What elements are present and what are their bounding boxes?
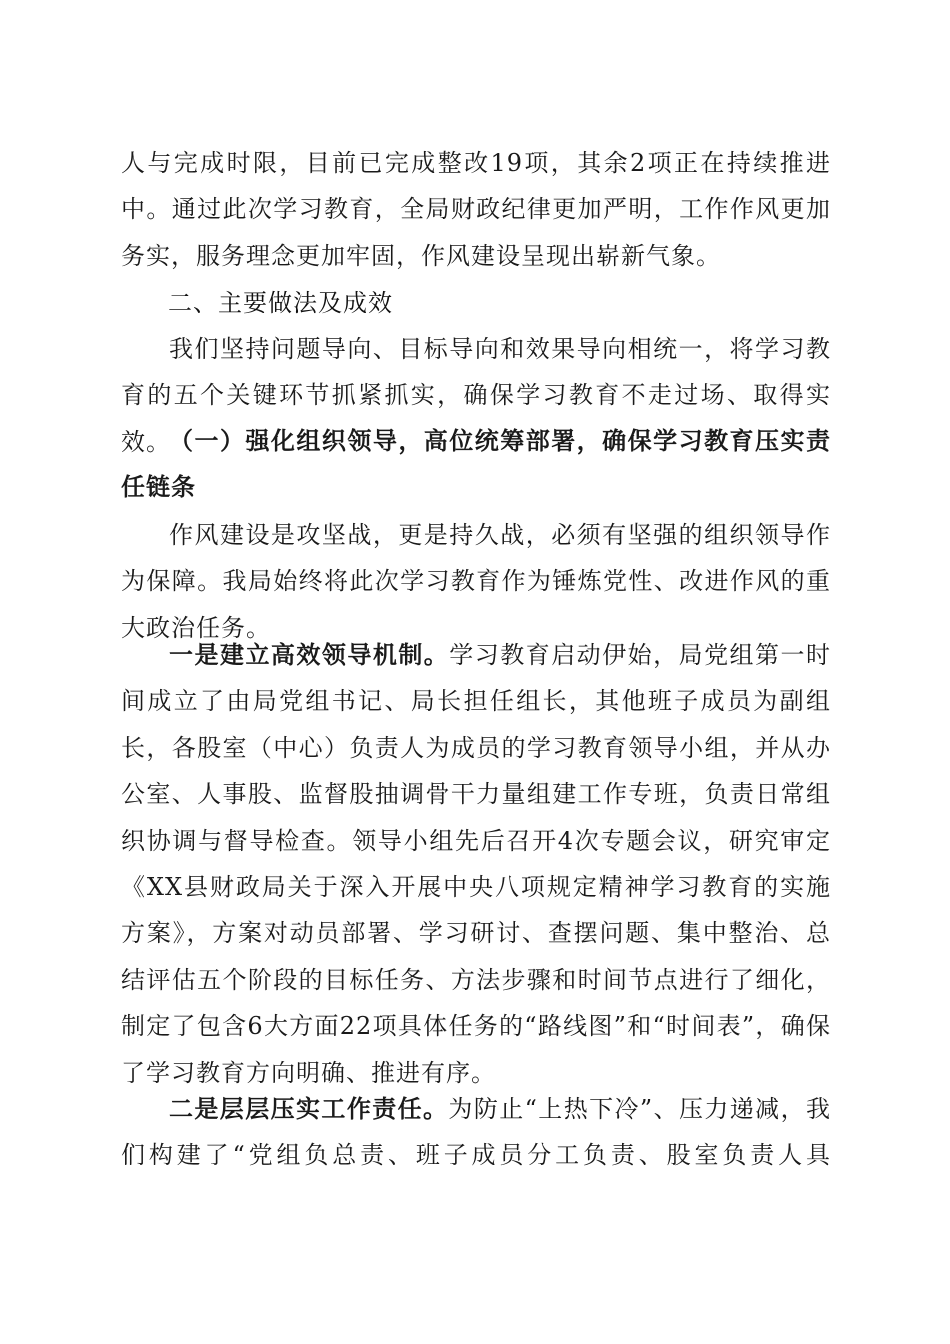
paragraph-sub1: 作风建设是攻坚战，更是持久战，必须有坚强的组织领导作为保障。我局始终将此次学习教育作为锤炼党性、改进作风的重大政治任务。 <box>121 521 831 642</box>
point1-body: 学习教育启动伊始，局党组第一时间成立了由局党组书记、局长担任组长，其他班子成员为副组长，各股室（中心）负责人为成员的学习教育领导小组，并从办公室、人事股、监督股抽调骨干力量组建工作专班，负责日常组织协调与督导检查。领导小组先后召开4次专题会议，研究审定《XX县财政局关于深入开展中央八项规定精神学习教育的实施方案》，方案对动员部署、学习研讨、查摆问题、集中整治、总结评估五个阶段的目标任务、方法步骤和时间节点进行了细化，制定了包含6大方面22项具体任务的“路线图”和“时间表”，确保了学习教育方向明确、推进有序。 <box>121 641 832 1087</box>
paragraph-continued: 人与完成时限，目前已完成整改19项，其余2项正在持续推进中。通过此次学习教育，全局财政纪律更加严明，工作作风更加务实，服务理念更加牢固，作风建设呈现出崭新气象。 <box>121 149 831 270</box>
subheading-1: （一）强化组织领导，高位统筹部署，确保学习教育压实责任链条 <box>121 426 831 502</box>
paragraph-point1 <box>121 632 831 1096</box>
point1-lead: 一是建立高效领导机制。 <box>169 640 450 669</box>
point2-body: 为防止“上热下冷”、压力递减，我们构建了“党组负总责、班子成员分工负责、股室负责人具 <box>121 1095 831 1170</box>
paragraph-intro: 我们坚持问题导向、目标导向和效果导向相统一，将学习教育的五个关键环节抓紧抓实，确保学习教育不走过场、取得实效。 <box>121 335 831 456</box>
paragraph-point2 <box>121 1086 831 1179</box>
point2-lead: 二是层层压实工作责任。 <box>169 1094 449 1123</box>
section-heading: 二、主要做法及成效 <box>168 289 393 317</box>
